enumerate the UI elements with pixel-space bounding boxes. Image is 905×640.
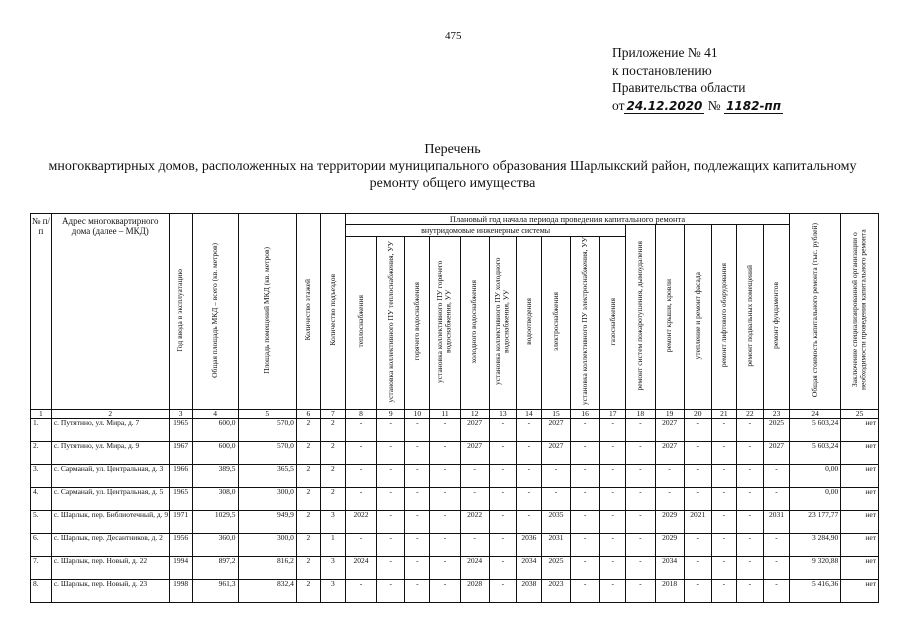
header-facade: утепление и ремонт фасада [684,225,711,410]
column-number: 4 [192,409,238,419]
column-number: 10 [405,409,430,419]
table-cell: 389,5 [192,465,238,488]
table-cell: 2027 [763,442,789,465]
table-cell: нет [841,580,879,603]
table-cell: - [736,419,763,442]
table-cell: - [711,465,736,488]
table-cell: - [626,442,655,465]
column-number: 21 [711,409,736,419]
table-row [31,557,879,580]
table-cell: - [626,465,655,488]
table-cell: 2029 [655,534,684,557]
column-number: 13 [489,409,516,419]
table-cell: 2027 [655,419,684,442]
column-number: 11 [430,409,460,419]
column-number: 19 [655,409,684,419]
column-number: 14 [516,409,541,419]
table-cell: - [684,557,711,580]
table-cell: - [345,442,376,465]
table-cell: - [763,580,789,603]
table-cell: 832,4 [238,580,296,603]
table-cell: 1966 [169,465,192,488]
table-cell: 0,00 [790,465,841,488]
table-cell: 2031 [763,511,789,534]
table-cell: - [405,488,430,511]
header-gas: газоснабжения [600,237,626,410]
appendix-line3: Правительства области [612,80,746,95]
table-cell: - [571,580,600,603]
table-row [31,511,879,534]
table-cell: - [600,442,626,465]
address-cell: с. Путятино, ул. Мира, д. 7 [51,419,169,442]
header-planned-year: Плановый год начала периода проведения капитального ремонта [345,214,789,225]
table-cell: - [711,580,736,603]
table-cell: 1956 [169,534,192,557]
table-cell: 1. [31,419,52,442]
table-cell: 2027 [460,442,489,465]
appendix-ot: от [612,97,625,113]
table-cell: - [405,511,430,534]
appendix-line2: к постановлению [612,62,712,78]
table-cell: - [430,511,460,534]
column-number: 3 [169,409,192,419]
table-cell: - [460,534,489,557]
table-cell: - [571,488,600,511]
table-cell: - [377,534,405,557]
table-cell: нет [841,534,879,557]
table-cell: 1 [320,534,345,557]
table-cell: 897,2 [192,557,238,580]
header-pu-heat: установка коллективного ПУ теплоснабжения, УУ [377,237,405,410]
table-cell: - [600,557,626,580]
table-cell: нет [841,442,879,465]
table-cell: - [405,580,430,603]
column-number-row [31,409,879,419]
appendix-date-line [612,97,783,116]
table-cell: - [405,419,430,442]
table-cell: 2 [296,488,320,511]
appendix-block [612,44,783,115]
table-cell: нет [841,465,879,488]
table-cell: 2 [296,511,320,534]
table-cell: 5 603,24 [790,419,841,442]
column-number: 25 [841,409,879,419]
table-cell: - [763,557,789,580]
table-cell: 5 416,36 [790,580,841,603]
table-cell: - [516,465,541,488]
table-cell: 600,0 [192,419,238,442]
table-cell: 600,0 [192,442,238,465]
header-sewerage: водоотведения [516,237,541,410]
table-row [31,419,879,442]
header-roof: ремонт крыши, кровли [655,225,684,410]
table-cell: - [377,488,405,511]
table-cell: 1029,5 [192,511,238,534]
address-cell: с. Путятино, ул. Мира, д. 9 [51,442,169,465]
table-cell: - [626,557,655,580]
table-cell: 2 [320,488,345,511]
table-cell: - [736,465,763,488]
column-number: 7 [320,409,345,419]
table-cell: 3 [320,511,345,534]
header-pu-cold-water: установка коллективного ПУ холодного водоснабжения, УУ [489,237,516,410]
table-cell: 2035 [541,511,570,534]
table-cell: 2021 [684,511,711,534]
table-cell: - [763,488,789,511]
table-cell: - [489,419,516,442]
table-cell: 6. [31,534,52,557]
table-cell: 2 [320,442,345,465]
column-number: 5 [238,409,296,419]
table-cell: - [345,465,376,488]
column-number: 2 [51,409,169,419]
table-cell: - [516,488,541,511]
table-cell: нет [841,511,879,534]
column-number: 16 [571,409,600,419]
table-cell: 1965 [169,488,192,511]
table-cell: - [460,465,489,488]
table-cell: 2036 [516,534,541,557]
table-cell: - [571,465,600,488]
address-cell: с. Сарманай, ул. Центральная, д. 5 [51,488,169,511]
table-cell: 961,3 [192,580,238,603]
table-cell: - [516,442,541,465]
table-cell: 2029 [655,511,684,534]
table-cell: - [684,419,711,442]
column-number: 23 [763,409,789,419]
header-cold-water: холодного водоснабжения [460,237,489,410]
table-cell: 1998 [169,580,192,603]
table-cell: - [516,511,541,534]
table-cell: - [655,488,684,511]
table-cell: - [600,511,626,534]
table-cell: 9 320,88 [790,557,841,580]
table-cell: - [684,488,711,511]
header-pu-electric: установка коллективного ПУ электроснабжения, УУ [571,237,600,410]
table-cell: - [711,419,736,442]
column-number: 12 [460,409,489,419]
column-number: 24 [790,409,841,419]
table-cell: - [430,580,460,603]
table-cell: - [571,442,600,465]
table-cell: - [489,534,516,557]
table-cell: - [626,580,655,603]
table-cell: 360,0 [192,534,238,557]
table-row [31,580,879,603]
table-cell: - [460,488,489,511]
table-cell: 2022 [460,511,489,534]
table-cell: 2034 [655,557,684,580]
table-cell: - [377,442,405,465]
table-cell: 2023 [541,580,570,603]
column-number: 20 [684,409,711,419]
table-cell: - [345,580,376,603]
table-cell: - [626,488,655,511]
table-cell: 3 [320,580,345,603]
table-cell: 300,0 [238,534,296,557]
header-pu-hot-water: установка коллективного ПУ горячего водоснабжения, УУ [430,237,460,410]
table-cell: - [430,419,460,442]
table-cell: - [626,511,655,534]
table-cell: - [626,419,655,442]
header-premises-area: Площадь помещений МКД (кв. метров) [238,214,296,410]
header-fire-systems: ремонт систем пожаротушения, дымоудаления [626,225,655,410]
table-cell: - [655,465,684,488]
table-row [31,442,879,465]
table-cell: 2 [296,534,320,557]
table-cell: - [571,419,600,442]
table-cell: 23 177,77 [790,511,841,534]
table-cell: - [763,534,789,557]
table-cell: 8. [31,580,52,603]
table-cell: 365,5 [238,465,296,488]
table-cell: - [736,534,763,557]
table-cell: 308,0 [192,488,238,511]
table-cell: 2027 [655,442,684,465]
column-number: 15 [541,409,570,419]
header-total-area: Общая площадь МКД – всего (кв. метров) [192,214,238,410]
table-cell: 2025 [763,419,789,442]
table-cell: - [541,488,570,511]
header-year: Год ввода в эксплуатацию [169,214,192,410]
table-cell: - [711,557,736,580]
table-cell: 1971 [169,511,192,534]
table-cell: 2 [296,580,320,603]
header-foundation: ремонт фундаментов [763,225,789,410]
table-cell: 2022 [345,511,376,534]
table-cell: - [626,534,655,557]
table-cell: - [736,557,763,580]
table-cell: 570,0 [238,419,296,442]
table-cell: - [600,488,626,511]
column-number: 8 [345,409,376,419]
table-cell: - [736,580,763,603]
table-cell: - [684,442,711,465]
table-cell: - [345,419,376,442]
table-cell: - [489,557,516,580]
table-cell: - [541,465,570,488]
address-cell: с. Сарманай, ул. Центральная, д. 3 [51,465,169,488]
table-cell: - [377,465,405,488]
table-cell: - [736,488,763,511]
table-cell: 2 [320,419,345,442]
header-floors: Количество этажей [296,214,320,410]
table-cell: - [711,511,736,534]
table-cell: 949,9 [238,511,296,534]
table-cell: нет [841,488,879,511]
table-cell: - [571,557,600,580]
table-cell: - [711,442,736,465]
table-cell: 2 [296,557,320,580]
table-cell: - [600,465,626,488]
column-number: 22 [736,409,763,419]
table-cell: - [516,419,541,442]
table-cell: 7. [31,557,52,580]
table-cell: 2027 [541,419,570,442]
table-cell: - [489,580,516,603]
table-cell: 2034 [516,557,541,580]
table-cell: - [405,534,430,557]
address-cell: с. Шарлык, пер. Новый, д. 22 [51,557,169,580]
address-cell: с. Шарлык, пер. Десантников, д. 2 [51,534,169,557]
title-subheading: многоквартирных домов, расположенных на территории муниципального образования Шарлыкский район, подлежащих капитальному ремонту общего имущества [48,159,857,191]
table-cell: 3. [31,465,52,488]
table-cell: - [430,488,460,511]
table-cell: 1967 [169,442,192,465]
table-cell: - [377,511,405,534]
table-cell: - [684,465,711,488]
appendix-date: 24.12.2020 [626,98,703,113]
appendix-number: 1182-пп [726,98,782,113]
appendix-line1: Приложение № 41 [612,45,718,60]
header-basement: ремонт подвальных помещений [736,225,763,410]
table-cell: 0,00 [790,488,841,511]
column-number: 9 [377,409,405,419]
table-cell: 2. [31,442,52,465]
document-title [30,141,875,192]
title-heading: Перечень [424,142,481,157]
table-row [31,488,879,511]
table-cell: 570,0 [238,442,296,465]
table-cell: - [711,488,736,511]
header-entrances: Количество подъездов [320,214,345,410]
table-cell: 3 284,90 [790,534,841,557]
table-cell: - [377,580,405,603]
table-cell: 2027 [541,442,570,465]
header-num: № п/п [31,214,52,410]
column-number: 18 [626,409,655,419]
table-cell: 1994 [169,557,192,580]
header-total-cost: Общая стоимость капитального ремонта (тыс. рублей) [790,214,841,410]
table-cell: - [711,534,736,557]
table-cell: 2025 [541,557,570,580]
column-number: 1 [31,409,52,419]
table-cell: 4. [31,488,52,511]
table-cell: - [571,534,600,557]
table-cell: - [600,419,626,442]
header-systems: внутридомовые инженерные системы [345,225,625,237]
table-cell: 2 [296,442,320,465]
table-cell: - [377,557,405,580]
appendix-no-sign: № [707,97,721,113]
table-cell: - [571,511,600,534]
address-cell: с. Шарлык, пер. Библиотечный, д. 9 [51,511,169,534]
table-cell: - [430,465,460,488]
table-cell: нет [841,419,879,442]
table-cell: 2 [296,419,320,442]
header-heating: теплоснабжения [345,237,376,410]
table-cell: 5. [31,511,52,534]
column-number: 6 [296,409,320,419]
table-cell: - [600,534,626,557]
table-cell: 2024 [345,557,376,580]
address-cell: с. Шарлык, пер. Новый, д. 23 [51,580,169,603]
table-cell: нет [841,557,879,580]
table-cell: - [377,419,405,442]
table-cell: - [345,488,376,511]
table-row [31,534,879,557]
table-cell: 2 [296,465,320,488]
table-cell: - [600,580,626,603]
table-cell: - [405,557,430,580]
table-cell: 2038 [516,580,541,603]
table-cell: 2031 [541,534,570,557]
table-cell: - [430,534,460,557]
column-number: 17 [600,409,626,419]
header-hot-water: горячего водоснабжения [405,237,430,410]
table-cell: - [489,488,516,511]
header-electric: электроснабжения [541,237,570,410]
buildings-table [30,213,879,603]
table-cell: 1965 [169,419,192,442]
table-cell: 2018 [655,580,684,603]
table-cell: 300,0 [238,488,296,511]
table-cell: - [489,511,516,534]
table-cell: 2024 [460,557,489,580]
table-cell: - [345,534,376,557]
table-cell: - [405,442,430,465]
table-cell: - [684,580,711,603]
table-cell: 2028 [460,580,489,603]
header-conclusion: Заключение специализированной организации о необходимости проведения капитального ремонта [841,214,879,410]
table-cell: - [763,465,789,488]
table-cell: 2 [320,465,345,488]
table-row [31,465,879,488]
table-cell: - [684,534,711,557]
table-cell: - [405,465,430,488]
table-cell: 816,2 [238,557,296,580]
page-number: 475 [445,30,462,42]
table-cell: - [736,511,763,534]
table-cell: 3 [320,557,345,580]
table-cell: - [489,442,516,465]
table-cell: - [430,442,460,465]
table-cell: - [489,465,516,488]
table-cell: 2027 [460,419,489,442]
table-cell: - [430,557,460,580]
header-address: Адрес многоквартирного дома (далее – МКД) [51,214,169,410]
header-elevator: ремонт лифтового оборудования [711,225,736,410]
table-cell: - [736,442,763,465]
table-cell: 5 603,24 [790,442,841,465]
